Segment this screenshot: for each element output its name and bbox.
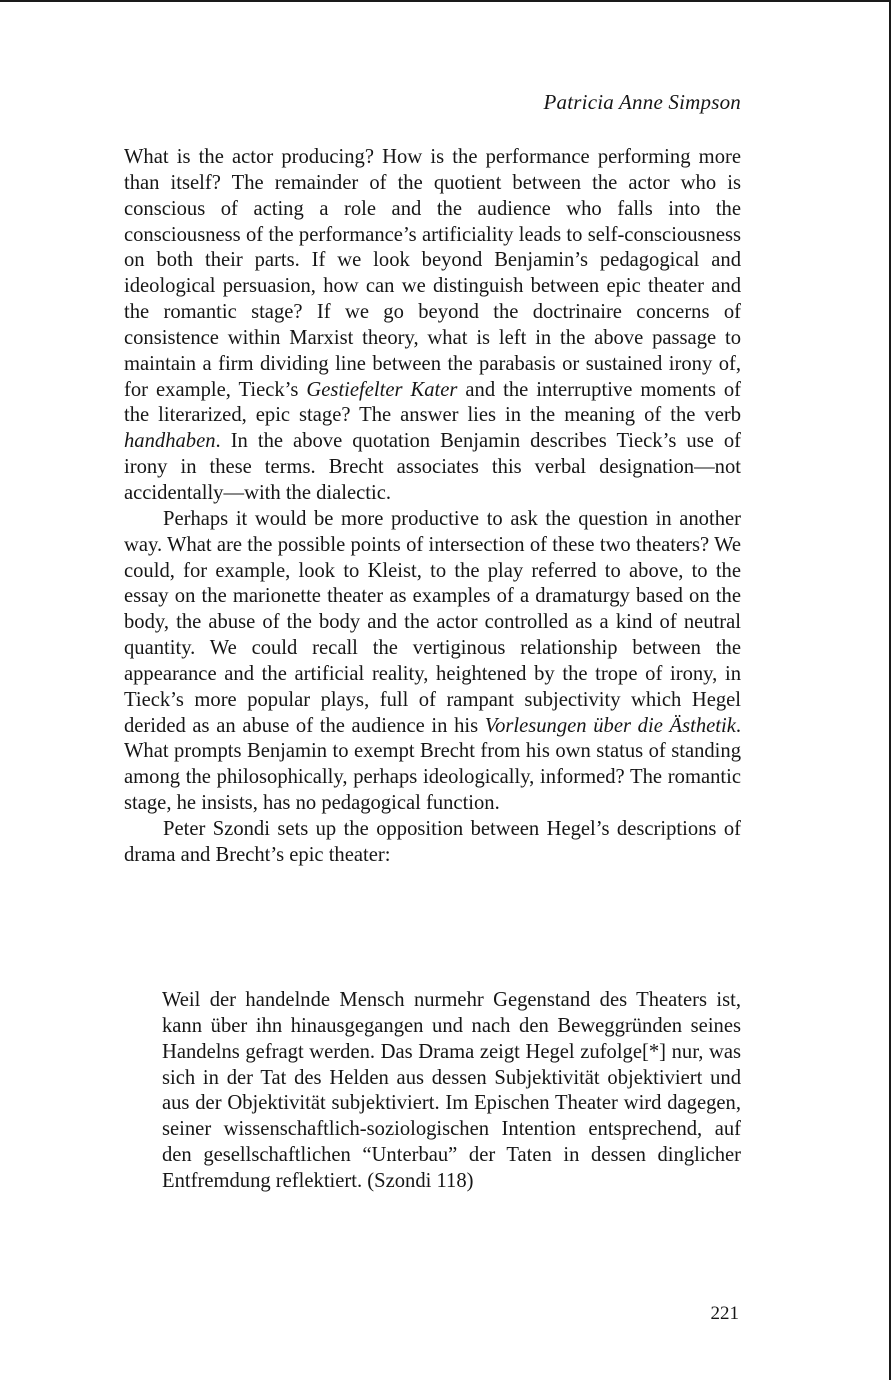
- paragraph-3: Peter Szondi sets up the opposition between Hegel’s descriptions of drama and Brecht’s epic theater:: [124, 817, 741, 866]
- paragraph-2-text-a: Perhaps it would be more productive to ask the question in another way. What are the possible points of intersection of these two theaters? We could, for example, look to Kleist, to the play referred to above, to the essay on the marionette theater as examples of a dramaturgy based on the body, the abuse of the body and the actor controlled as a kind of neutral quantity. We could recall the vertiginous relationship between the appearance and the artificial reality, heightened by the trope of irony, in Tieck’s more popular plays, full of rampant subjectivity which Hegel derided as an abuse of the audience in his: [124, 507, 741, 737]
- paragraph-2-text-b: . What prompts Benjamin to exempt Brecht from his own status of standing among the philosophically, perhaps ideologically, informed? The romantic stage, he insists, has no pedagogical function.: [124, 714, 741, 815]
- italic-title-vorlesungen: Vorlesungen über die Ästhetik: [484, 714, 736, 737]
- block-quote-text: Weil der handelnde Mensch nurmehr Gegenstand des Theaters ist, kann über ihn hinausgegangen und nach den Beweggründen seines Handelns gefragt werden. Das Drama zeigt Hegel zufolge[*] nur, was sich in der Tat des Helden aus dessen Subjektivität objektiviert und aus der Objektivität subjektiviert. Im Epischen Theater wird dagegen, seiner wissenschaftlich-soziologischen Intention entsprechend, auf den gesellschaftlichen “Unterbau” der Taten in dessen dinglicher Entfremdung reflektiert. (Szondi 118): [162, 989, 741, 1192]
- italic-title-gestiefelter-kater: Gestiefelter Kater: [306, 378, 458, 401]
- body-text: [124, 145, 741, 869]
- paragraph-1: [124, 145, 741, 507]
- paragraph-1-text-a: What is the actor producing? How is the performance performing more than itself? The remainder of the quotient between the actor who is conscious of acting a role and the audience who falls into the consciousness of the performance’s artificiality leads to self-consciousness on both their parts. If we look beyond Benjamin’s pedagogical and ideological persuasion, how can we distinguish between epic theater and the romantic stage? If we go beyond the doctrinaire concerns of consistence within Marxist theory, what is left in the above passage to maintain a firm dividing line between the parabasis or sustained irony of, for example, Tieck’s: [124, 146, 741, 401]
- paragraph-1-text-b: and the interruptive moments of the literarized, epic stage? The answer lies in the meaning of the verb: [124, 378, 741, 427]
- italic-term-handhaben: handhaben: [124, 430, 216, 453]
- paragraph-2: [124, 507, 741, 817]
- page-number: 221: [710, 1303, 739, 1324]
- block-quote: [162, 988, 741, 1195]
- paragraph-1-text-c: . In the above quotation Benjamin describes Tieck’s use of irony in these terms. Brecht associates this verbal designation—not accidentally—with the dialectic.: [124, 430, 741, 504]
- running-head-author: Patricia Anne Simpson: [543, 90, 741, 114]
